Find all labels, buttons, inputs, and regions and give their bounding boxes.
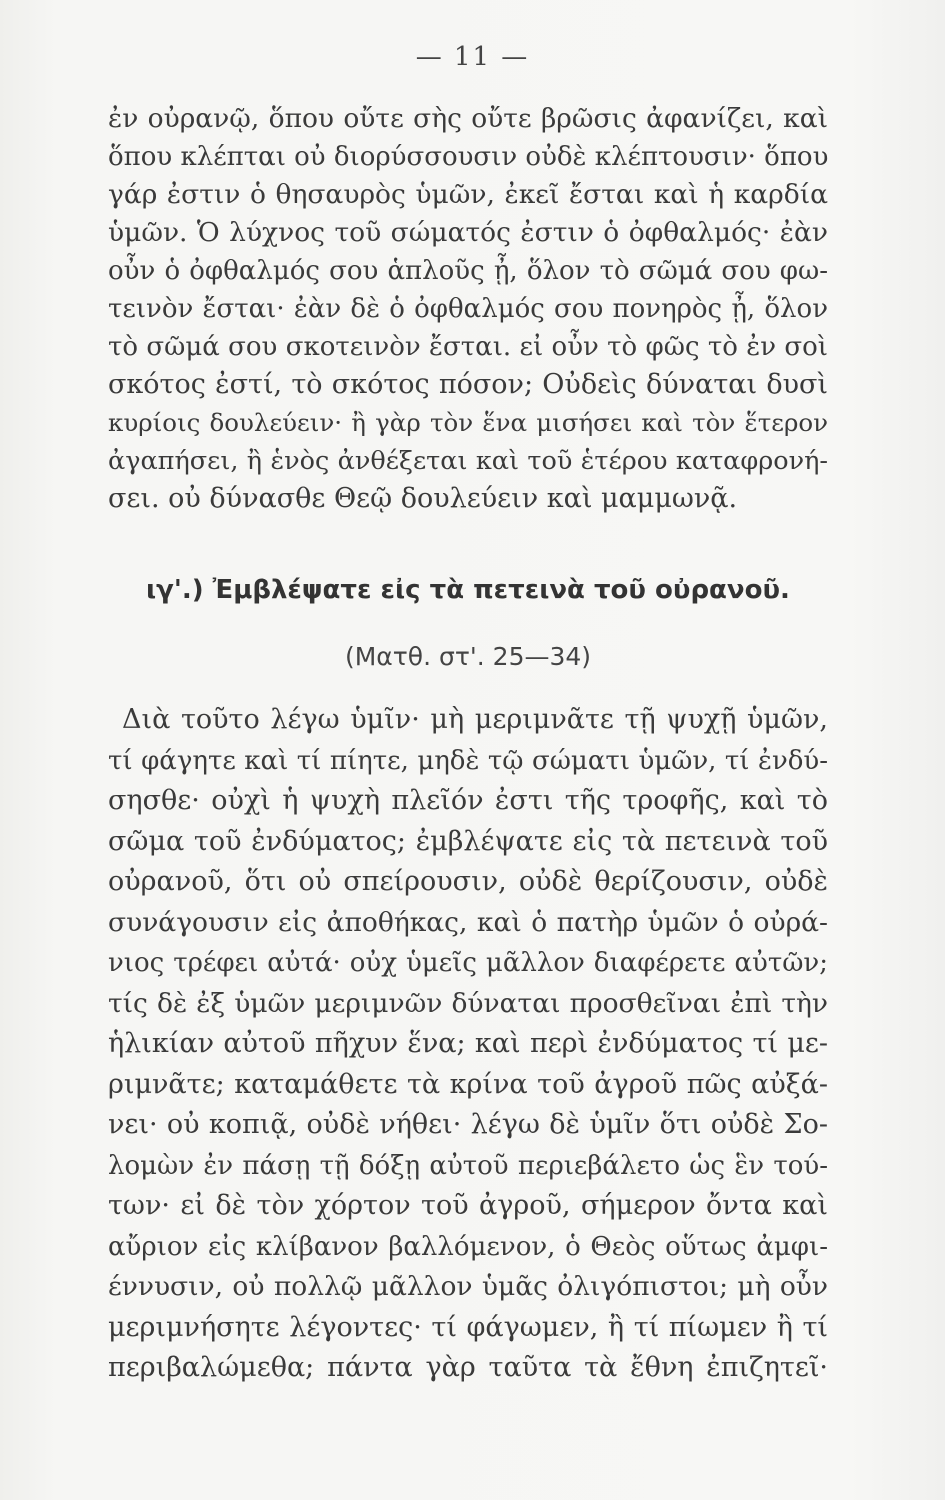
text-line: τί φάγητε καὶ τί πίητε, μηδὲ τῷ σώματι ὑμῶν, τί ἐνδύ- [108, 745, 828, 776]
text-line: γάρ ἐστιν ὁ θησαυρὸς ὑμῶν, ἐκεῖ ἔσται καὶ ἡ καρδία [108, 179, 828, 210]
text-line: περιβαλώμεθα; πάντα γὰρ ταῦτα τὰ ἔθνη ἐπιζητεῖ· [108, 1352, 828, 1383]
text-line: ριμνᾶτε; καταμάθετε τὰ κρίνα τοῦ ἀγροῦ πῶς αὐξά- [108, 1068, 828, 1100]
text-line: αὔριον εἰς κλίβανον βαλλόμενον, ὁ Θεὸς οὕτως ἀμφι- [108, 1231, 828, 1262]
text-line: των· εἰ δὲ τὸν χόρτον τοῦ ἀγροῦ, σήμερον ὄντα καὶ [108, 1190, 828, 1221]
text-line: οὖν ὁ ὀφθαλμός σου ἁπλοῦς ᾖ, ὅλον τὸ σῶμά σου φω- [108, 256, 828, 286]
text-line: τὸ σῶμά σου σκοτεινὸν ἔσται. εἰ οὖν τὸ φῶς τὸ ἐν σοὶ [108, 332, 828, 362]
text-line: συνάγουσιν εἰς ἀποθήκας, καὶ ὁ πατὴρ ὑμῶν ὁ οὐρά- [108, 906, 828, 938]
text-line: έννυσιν, οὐ πολλῷ μᾶλλον ὑμᾶς ὀλιγόπιστοι; μὴ οὖν [108, 1271, 828, 1302]
text-line: νει· οὐ κοπιᾷ, οὐδὲ νήθει· λέγω δὲ ὑμῖν ὅτι οὐδὲ Σο- [108, 1109, 828, 1140]
text-line: νιος τρέφει αὐτά· οὐχ ὑμεῖς μᾶλλον διαφέρετε αὐτῶν; [108, 948, 828, 978]
text-line: σῶμα τοῦ ἐνδύματος; ἐμβλέψατε εἰς τὰ πετεινὰ τοῦ [108, 825, 828, 857]
section-reference: (Ματθ. στ'. 25—34) [344, 642, 592, 671]
text-line: Διὰ τοῦτο λέγω ὑμῖν· μὴ μεριμνᾶτε τῇ ψυχῇ ὑμῶν, [122, 704, 828, 735]
text-line: λομὼν ἐν πάσῃ τῇ δόξῃ αὐτοῦ περιεβάλετο ὡς ἓν τού- [108, 1150, 828, 1181]
page-number: — 11 — [415, 42, 530, 72]
text-line: ἡλικίαν αὐτοῦ πῆχυν ἕνα; καὶ περὶ ἐνδύματος τί με- [108, 1028, 828, 1059]
text-line: τεινὸν ἔσται· ἐὰν δὲ ὁ ὀφθαλμός σου πονηρὸς ᾖ, ὅλον [108, 294, 828, 324]
text-line: μεριμνήσητε λέγοντες· τί φάγωμεν, ἢ τί πίωμεν ἢ τί [108, 1311, 828, 1343]
text-line: ὑμῶν. Ὁ λύχνος τοῦ σώματός ἐστιν ὁ ὀφθαλμός· ἐὰν [108, 217, 828, 248]
text-line: ἐν οὐρανῷ, ὅπου οὔτε σὴς οὔτε βρῶσις ἀφανίζει, καὶ [108, 103, 828, 134]
paragraph-1 [108, 100, 828, 518]
text-line: οὐρανοῦ, ὅτι οὐ σπείρουσιν, οὐδὲ θερίζουσιν, οὐδὲ [108, 866, 828, 897]
text-line: τίς δὲ ἐξ ὑμῶν μεριμνῶν δύναται προσθεῖναι ἐπὶ τὴν [108, 987, 828, 1019]
section-heading: ιγ'.) Ἐμβλέψατε εἰς τὰ πετεινὰ τοῦ οὐρανοῦ. [146, 575, 790, 605]
paragraph-2 [108, 700, 828, 1389]
text-line: ὅπου κλέπται οὐ διορύσσουσιν οὐδὲ κλέπτουσιν· ὅπου [108, 142, 828, 172]
text-line: σησθε· οὐχὶ ἡ ψυχὴ πλεῖόν ἐστι τῆς τροφῆς, καὶ τὸ [108, 785, 828, 816]
text-line: κυρίοις δουλεύειν· ἢ γὰρ τὸν ἕνα μισήσει καὶ τὸν ἕτερον [108, 408, 828, 437]
text-line: σκότος ἐστί, τὸ σκότος πόσον; Οὐδεὶς δύναται δυσὶ [108, 369, 828, 400]
text-line: σει. οὐ δύνασθε Θεῷ δουλεύειν καὶ μαμμωνᾷ. [108, 483, 738, 514]
text-line: ἀγαπήσει, ἢ ἑνὸς ἀνθέξεται καὶ τοῦ ἑτέρου καταφρονή- [108, 446, 828, 476]
